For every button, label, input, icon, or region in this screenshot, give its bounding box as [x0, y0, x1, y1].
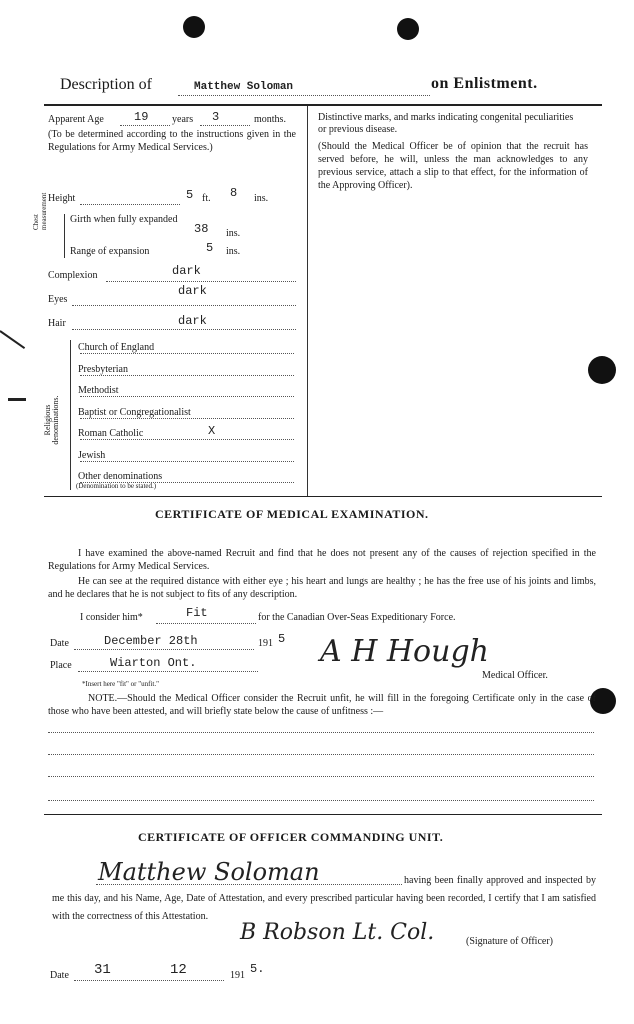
- religion-bracket: [70, 340, 71, 490]
- commanding-date-day: 31: [94, 962, 111, 978]
- religion-item-mark: X: [208, 424, 216, 438]
- distinctive-marks-title: Distinctive marks, and marks indicating congenital peculiarities or previous disease.: [318, 112, 574, 135]
- form-title-right: on Enlistment.: [431, 75, 538, 92]
- medical-place-label: Place: [50, 660, 72, 671]
- religion-item: Methodist: [78, 385, 119, 396]
- chest-label: Chest measurement: [32, 192, 48, 230]
- insert-note: *Insert here "fit" or "unfit.": [82, 680, 159, 688]
- range-unit: ins.: [226, 246, 241, 257]
- religion-item-line: [80, 439, 294, 440]
- range-value: 5: [206, 241, 214, 255]
- consider-label: I consider him*: [80, 612, 143, 623]
- hair-line: [72, 329, 296, 330]
- recruit-name: Matthew Soloman: [194, 81, 294, 93]
- section-rule-1: [44, 496, 602, 497]
- name-dotted-line: [178, 95, 430, 96]
- complexion-value: dark: [172, 264, 201, 278]
- height-ft-value: 5: [186, 188, 194, 202]
- religion-item-line: [80, 375, 294, 376]
- religion-side-label: Religious denominations.: [43, 395, 60, 445]
- commanding-officer-signature: B Robson Lt. Col.: [240, 920, 435, 945]
- religion-item-line: [80, 396, 294, 397]
- consider-suffix: for the Canadian Over-Seas Expeditionary Force.: [258, 612, 456, 623]
- section-rule-2: [44, 814, 602, 815]
- religion-item: Roman Catholic: [78, 428, 144, 439]
- distinctive-marks-note: (Should the Medical Officer be of opinion that the recruit has served before, he will, unless the man acknowledges to any previous service, attach a slip to that effect, for the information of the Approving Officer).: [318, 141, 588, 191]
- eyes-value: dark: [178, 284, 207, 298]
- unfit-line-1: [48, 732, 594, 733]
- girth-label: Girth when fully expanded: [70, 214, 178, 225]
- medical-place-value: Wiarton Ont.: [110, 656, 197, 670]
- fitness-line: [156, 623, 256, 624]
- height-line: [80, 204, 180, 205]
- age-months-value: 3: [212, 110, 220, 124]
- commanding-year-prefix: 191: [230, 970, 245, 981]
- medical-date-value: December 28th: [104, 634, 198, 648]
- unfit-line-2: [48, 754, 594, 755]
- religion-item-line: [80, 461, 294, 462]
- commanding-officer-label: (Signature of Officer): [466, 936, 554, 947]
- age-label: Apparent Age: [48, 114, 104, 125]
- medical-date-label: Date: [50, 638, 69, 649]
- fitness-value: Fit: [186, 606, 208, 620]
- age-months-line: [200, 125, 250, 126]
- commanding-para: having been finally approved and inspected by me this day, and his Name, Age, Date of Attestation, and every prescribed particular having been recorded, I certify that I am satisfied with the correctness of this Attestation.: [52, 875, 596, 922]
- in-label: ins.: [254, 193, 269, 204]
- commanding-date-label: Date: [50, 970, 69, 981]
- medical-certificate-title: CERTIFICATE OF MEDICAL EXAMINATION.: [155, 507, 429, 521]
- girth-value: 38: [194, 222, 209, 236]
- commanding-certificate-title: CERTIFICATE OF OFFICER COMMANDING UNIT.: [138, 830, 444, 844]
- years-label: years: [172, 114, 194, 125]
- complexion-label: Complexion: [48, 270, 98, 281]
- medical-note: NOTE.—Should the Medical Officer consider the Recruit unfit, he will fill in the foregoing Certificate only in the case of those who have been attested, and will briefly state below the cause of unfitness :—: [48, 693, 596, 717]
- religion-item-line: [80, 418, 294, 419]
- recruit-signature: Matthew Soloman: [98, 858, 320, 886]
- height-label: Height: [48, 193, 76, 204]
- ft-label: ft.: [202, 193, 211, 204]
- column-divider: [307, 106, 308, 496]
- age-years-value: 19: [134, 110, 149, 124]
- punch-hole-top-left: [183, 16, 205, 38]
- religion-item-line: [80, 353, 294, 354]
- medical-year-prefix: 191: [258, 638, 273, 649]
- religion-item: Presbyterian: [78, 364, 128, 375]
- months-label: months.: [254, 114, 286, 125]
- age-years-line: [120, 125, 170, 126]
- religion-item: Baptist or Congregationalist: [78, 407, 191, 418]
- hair-value: dark: [178, 314, 207, 328]
- eyes-line: [72, 305, 296, 306]
- commanding-date-line: [74, 980, 224, 981]
- medical-place-line: [78, 671, 258, 672]
- medical-officer-label: Medical Officer.: [482, 670, 548, 681]
- unfit-line-4: [48, 800, 594, 801]
- eyes-label: Eyes: [48, 294, 68, 305]
- form-title-left: Description of: [60, 76, 152, 93]
- hair-label: Hair: [48, 318, 66, 329]
- commanding-date-month: 12: [170, 962, 187, 978]
- medical-para-1: I have examined the above-named Recruit and find that he does not present any of the causes of rejection specified in the Regulations for Army Medical Services.: [48, 548, 596, 572]
- complexion-line: [106, 281, 296, 282]
- medical-para-2: He can see at the required distance with either eye ; his heart and lungs are healthy ; he has the free use of his joints and limbs, and he declares that he is not subject to fits of any description.: [48, 576, 596, 600]
- religion-item: Jewish: [78, 450, 106, 461]
- edge-mark: [8, 398, 26, 401]
- header-rule: [44, 104, 602, 106]
- chest-bracket: [64, 214, 65, 258]
- medical-officer-signature: A H Hough: [320, 634, 489, 669]
- medical-date-line: [74, 649, 254, 650]
- medical-year-digit: 5: [278, 632, 286, 646]
- girth-unit: ins.: [226, 228, 241, 239]
- height-in-value: 8: [230, 186, 238, 200]
- religion-item: Church of England: [78, 342, 155, 353]
- age-note: (To be determined according to the instructions given in the Regulations for Army Medical Services.): [48, 129, 296, 153]
- punch-hole-right-upper: [588, 356, 616, 384]
- religion-other-note: (Denomination to be stated.): [76, 482, 157, 490]
- range-label: Range of expansion: [70, 246, 150, 257]
- punch-hole-top-right: [397, 18, 419, 40]
- unfit-line-3: [48, 776, 594, 777]
- commanding-year-digit: 5.: [250, 962, 265, 976]
- religion-item: Other denominations: [78, 471, 163, 482]
- edge-mark: [0, 330, 25, 349]
